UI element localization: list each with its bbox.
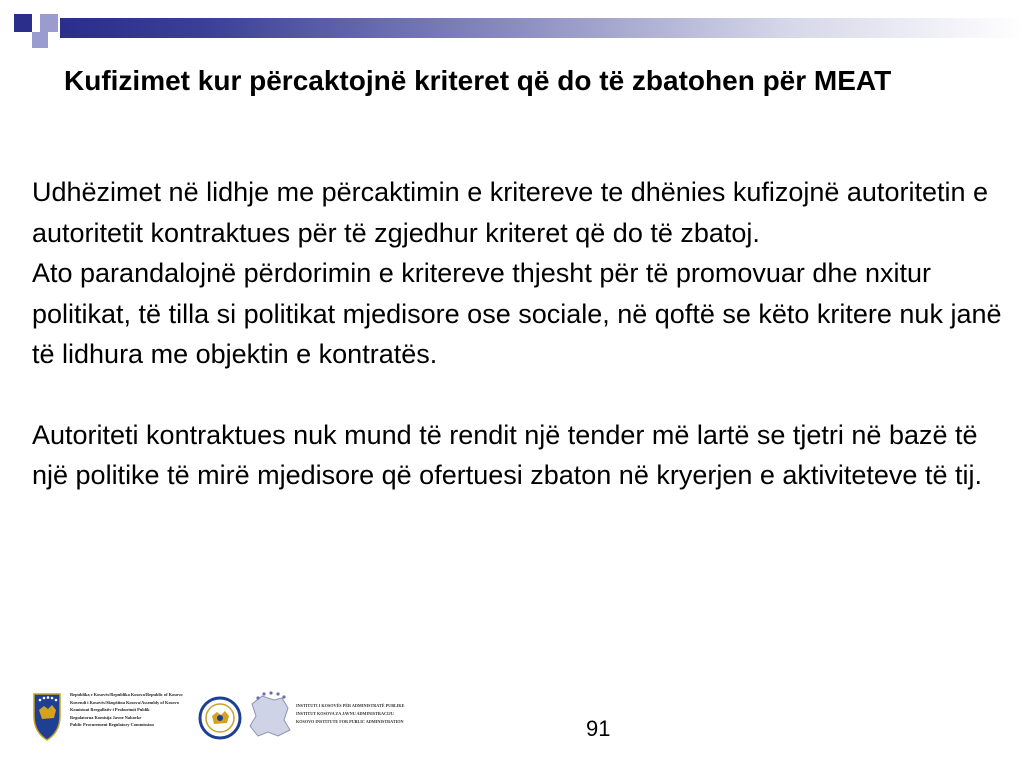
slide-body bbox=[32, 172, 1002, 496]
institute-text-line: KOSOVO INSTITUTE FOR PUBLIC ADMINISTRATION bbox=[296, 719, 404, 724]
kosovo-coat-of-arms-icon bbox=[34, 694, 60, 740]
commission-text-line: Public Procurement Regulatory Commission bbox=[70, 722, 154, 728]
paragraph-1: Udhëzimet në lidhje me përcaktimin e kritereve te dhënies kufizojnë autoritetin e autoritetit kontraktues për të zgjedhur kriteret që do të zbatoj. bbox=[32, 177, 988, 248]
corner-square-light-2 bbox=[32, 32, 48, 48]
commission-text-line: Komisioni Rregullativ i Prokurimit Publik bbox=[70, 707, 150, 713]
commission-text-line: Kuvendi i Kosovës/Skupština Kosova/Assembly of Kosovo bbox=[70, 699, 179, 705]
commission-seal-icon bbox=[200, 698, 240, 738]
footer-logos bbox=[30, 688, 405, 748]
institute-text-block bbox=[296, 702, 405, 726]
commission-text-block bbox=[70, 691, 188, 729]
institute-text-line: INSTITUTI I KOSOVËS PËR ADMINISTRATË PUBLIKE bbox=[296, 703, 405, 708]
institute-map-logo-icon bbox=[250, 691, 290, 736]
corner-square-light bbox=[40, 14, 58, 32]
corner-square-dark bbox=[14, 14, 32, 32]
commission-text-line: Republika e Kosovës/Republika Kosova/Republic of Kosovo bbox=[70, 692, 183, 697]
paragraph-2: Ato parandalojnë përdorimin e kritereve thjesht për të promovuar dhe nxitur politikat, të tilla si politikat mjedisore ose sociale, në qoftë se këto kritere nuk janë të lidhura me objektin e kontratës. bbox=[32, 258, 1002, 369]
slide-title: Kufizimet kur përcaktojnë kriteret që do të zbatohen për MEAT bbox=[64, 65, 892, 96]
paragraph-3: Autoriteti kontraktues nuk mund të rendit një tender më lartë se tjetri në bazë të një politike të mirë mjedisore që ofertuesi zbaton në kryerjen e aktiviteteve të tij. bbox=[32, 419, 982, 490]
commission-text-line: Regulatorna Komisija Javne Nabavke bbox=[70, 714, 142, 720]
paragraph-gap bbox=[32, 375, 1002, 415]
header-gradient-bar bbox=[60, 18, 1024, 38]
page-number: 91 bbox=[586, 716, 611, 741]
institute-text-line: INSTITUT KOSOVA ZA JAVNU ADMINISTRACIJU bbox=[296, 711, 394, 716]
